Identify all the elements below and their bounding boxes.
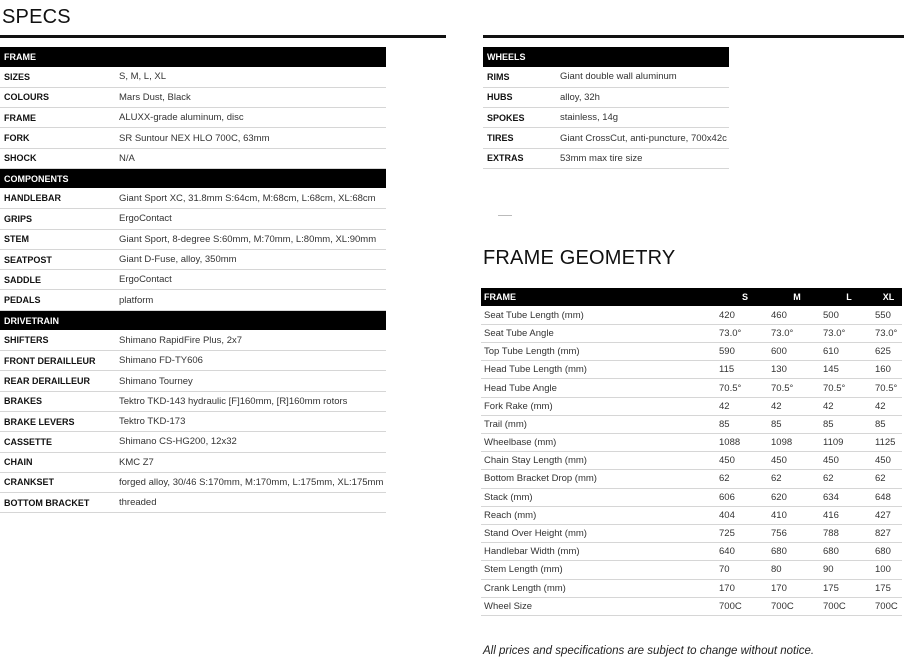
geometry-value: 606 xyxy=(719,488,771,506)
spec-key: TIRES xyxy=(483,128,556,148)
components-section-header-label: COMPONENTS xyxy=(0,168,386,188)
geometry-value: 410 xyxy=(771,506,823,524)
spec-row xyxy=(0,67,386,87)
specs-title: SPECS xyxy=(2,6,71,28)
spec-row xyxy=(0,290,386,310)
spec-value: stainless, 14g xyxy=(556,108,729,128)
geometry-value: 1098 xyxy=(771,434,823,452)
spec-value: S, M, L, XL xyxy=(115,67,386,87)
geometry-value: 550 xyxy=(875,306,902,324)
geometry-size-column-header: S xyxy=(719,288,771,306)
geometry-value: 756 xyxy=(771,524,823,542)
geometry-measurement-label: Top Tube Length (mm) xyxy=(481,343,719,361)
spec-value: ALUXX-grade aluminum, disc xyxy=(115,108,386,128)
geometry-measurement-label: Head Tube Angle xyxy=(481,379,719,397)
geometry-measurement-label: Head Tube Length (mm) xyxy=(481,361,719,379)
geometry-value: 42 xyxy=(823,397,875,415)
spec-row xyxy=(0,472,386,492)
spec-key: FORK xyxy=(0,128,115,148)
geometry-value: 73.0° xyxy=(719,324,771,342)
geometry-measurement-label: Stand Over Height (mm) xyxy=(481,524,719,542)
geometry-value: 725 xyxy=(719,524,771,542)
geometry-value: 73.0° xyxy=(771,324,823,342)
drivetrain-section-header xyxy=(0,310,386,330)
geometry-measurement-label: Chain Stay Length (mm) xyxy=(481,452,719,470)
geometry-size-column-header: L xyxy=(823,288,875,306)
geometry-row xyxy=(481,488,902,506)
geometry-value: 90 xyxy=(823,561,875,579)
geometry-measurement-label: Handlebar Width (mm) xyxy=(481,543,719,561)
spec-key: SEATPOST xyxy=(0,249,115,269)
spec-row xyxy=(0,188,386,208)
geometry-value: 1088 xyxy=(719,434,771,452)
geometry-value: 625 xyxy=(875,343,902,361)
geometry-value: 73.0° xyxy=(875,324,902,342)
spec-value: Shimano RapidFire Plus, 2x7 xyxy=(115,330,386,350)
spec-row xyxy=(0,128,386,148)
wheels-table xyxy=(483,47,729,169)
spec-row xyxy=(483,108,729,128)
geometry-value: 788 xyxy=(823,524,875,542)
geometry-measurement-label: Seat Tube Length (mm) xyxy=(481,306,719,324)
geometry-value: 590 xyxy=(719,343,771,361)
spec-row xyxy=(0,229,386,249)
geometry-row xyxy=(481,524,902,542)
geometry-value: 62 xyxy=(875,470,902,488)
geometry-row xyxy=(481,597,902,615)
spec-row xyxy=(0,148,386,168)
drivetrain-section-header-label: DRIVETRAIN xyxy=(0,310,386,330)
geometry-value: 85 xyxy=(875,415,902,433)
geometry-value: 680 xyxy=(771,543,823,561)
geometry-measurement-label: Bottom Bracket Drop (mm) xyxy=(481,470,719,488)
geometry-value: 70 xyxy=(719,561,771,579)
spec-row xyxy=(0,270,386,290)
geometry-row xyxy=(481,379,902,397)
spec-key: HUBS xyxy=(483,87,556,107)
spec-row xyxy=(483,67,729,87)
spec-value: Tektro TKD-143 hydraulic [F]160mm, [R]160mm rotors xyxy=(115,391,386,411)
spec-value: Mars Dust, Black xyxy=(115,87,386,107)
geometry-value: 640 xyxy=(719,543,771,561)
spec-value: alloy, 32h xyxy=(556,87,729,107)
geometry-value: 85 xyxy=(771,415,823,433)
spec-key: SHOCK xyxy=(0,148,115,168)
geometry-value: 648 xyxy=(875,488,902,506)
geometry-measurement-label: Trail (mm) xyxy=(481,415,719,433)
geometry-row xyxy=(481,397,902,415)
spec-key: STEM xyxy=(0,229,115,249)
geometry-value: 42 xyxy=(719,397,771,415)
geometry-value: 700C xyxy=(875,597,902,615)
geometry-measurement-label: Seat Tube Angle xyxy=(481,324,719,342)
geometry-value: 73.0° xyxy=(823,324,875,342)
spec-value: Shimano CS-HG200, 12x32 xyxy=(115,432,386,452)
spec-value: KMC Z7 xyxy=(115,452,386,472)
spec-value: Giant double wall aluminum xyxy=(556,67,729,87)
spec-key: COLOURS xyxy=(0,87,115,107)
geometry-measurement-label: Crank Length (mm) xyxy=(481,579,719,597)
components-section-header xyxy=(0,168,386,188)
geometry-table xyxy=(481,288,902,616)
spec-row xyxy=(0,209,386,229)
geometry-value: 80 xyxy=(771,561,823,579)
wheels-section-header xyxy=(483,47,729,67)
geometry-value: 700C xyxy=(771,597,823,615)
geometry-value: 680 xyxy=(823,543,875,561)
disclaimer-note: All prices and specifications are subject to change without notice. xyxy=(483,645,815,657)
geometry-value: 427 xyxy=(875,506,902,524)
geometry-value: 634 xyxy=(823,488,875,506)
geometry-value: 680 xyxy=(875,543,902,561)
geometry-measurement-label: Fork Rake (mm) xyxy=(481,397,719,415)
geometry-value: 70.5° xyxy=(875,379,902,397)
geometry-value: 1109 xyxy=(823,434,875,452)
geometry-value: 175 xyxy=(875,579,902,597)
geometry-value: 450 xyxy=(719,452,771,470)
geometry-value: 70.5° xyxy=(823,379,875,397)
geometry-value: 620 xyxy=(771,488,823,506)
geometry-row xyxy=(481,452,902,470)
geometry-measurement-label: Reach (mm) xyxy=(481,506,719,524)
geometry-value: 70.5° xyxy=(719,379,771,397)
geometry-value: 610 xyxy=(823,343,875,361)
spec-value: forged alloy, 30/46 S:170mm, M:170mm, L:175mm, XL:175mm xyxy=(115,472,386,492)
geometry-title: FRAME GEOMETRY xyxy=(483,247,676,269)
geometry-row xyxy=(481,324,902,342)
specs-title-rule xyxy=(0,35,446,38)
spec-value: SR Suntour NEX HLO 700C, 63mm xyxy=(115,128,386,148)
geometry-value: 62 xyxy=(823,470,875,488)
geometry-row xyxy=(481,415,902,433)
wheels-title-rule xyxy=(483,35,904,38)
frame-section-header xyxy=(0,47,386,67)
spec-key: PEDALS xyxy=(0,290,115,310)
geometry-value: 62 xyxy=(771,470,823,488)
geometry-value: 404 xyxy=(719,506,771,524)
geometry-value: 70.5° xyxy=(771,379,823,397)
geometry-value: 420 xyxy=(719,306,771,324)
spec-row xyxy=(0,371,386,391)
geometry-value: 42 xyxy=(875,397,902,415)
spec-value: ErgoContact xyxy=(115,209,386,229)
spec-key: CRANKSET xyxy=(0,472,115,492)
geometry-measurement-label: Stack (mm) xyxy=(481,488,719,506)
spec-row xyxy=(0,411,386,431)
spec-value: ErgoContact xyxy=(115,270,386,290)
spec-row xyxy=(0,391,386,411)
geometry-row xyxy=(481,543,902,561)
geometry-value: 42 xyxy=(771,397,823,415)
spec-key: CASSETTE xyxy=(0,432,115,452)
geometry-row xyxy=(481,470,902,488)
geometry-value: 600 xyxy=(771,343,823,361)
spec-value: 53mm max tire size xyxy=(556,148,729,168)
geometry-row xyxy=(481,434,902,452)
spec-key: BRAKE LEVERS xyxy=(0,411,115,431)
spec-key: SPOKES xyxy=(483,108,556,128)
spec-key: SIZES xyxy=(0,67,115,87)
geometry-value: 145 xyxy=(823,361,875,379)
spec-value: platform xyxy=(115,290,386,310)
decorative-dash xyxy=(498,215,512,216)
spec-row xyxy=(0,330,386,350)
spec-key: SADDLE xyxy=(0,270,115,290)
geometry-value: 450 xyxy=(771,452,823,470)
spec-row xyxy=(483,148,729,168)
spec-value: Giant Sport XC, 31.8mm S:64cm, M:68cm, L:68cm, XL:68cm xyxy=(115,188,386,208)
spec-key: SHIFTERS xyxy=(0,330,115,350)
geometry-value: 130 xyxy=(771,361,823,379)
spec-row xyxy=(0,87,386,107)
wheels-section-header-label: WHEELS xyxy=(483,47,729,67)
spec-row xyxy=(0,249,386,269)
spec-key: BOTTOM BRACKET xyxy=(0,493,115,513)
geometry-value: 100 xyxy=(875,561,902,579)
spec-row xyxy=(0,351,386,371)
spec-row xyxy=(0,452,386,472)
geometry-value: 175 xyxy=(823,579,875,597)
geometry-value: 115 xyxy=(719,361,771,379)
geometry-header-row xyxy=(481,288,902,306)
geometry-value: 700C xyxy=(823,597,875,615)
geometry-value: 170 xyxy=(719,579,771,597)
geometry-value: 450 xyxy=(823,452,875,470)
spec-key: HANDLEBAR xyxy=(0,188,115,208)
geometry-size-column-header: M xyxy=(771,288,823,306)
spec-key: CHAIN xyxy=(0,452,115,472)
spec-value: Shimano Tourney xyxy=(115,371,386,391)
spec-key: EXTRAS xyxy=(483,148,556,168)
spec-key: FRONT DERAILLEUR xyxy=(0,351,115,371)
geometry-measurement-label: Stem Length (mm) xyxy=(481,561,719,579)
spec-value: threaded xyxy=(115,493,386,513)
spec-value: Giant D-Fuse, alloy, 350mm xyxy=(115,249,386,269)
frame-section-header-label: FRAME xyxy=(0,47,386,67)
geometry-value: 700C xyxy=(719,597,771,615)
geometry-value: 827 xyxy=(875,524,902,542)
spec-row xyxy=(0,432,386,452)
spec-row xyxy=(0,493,386,513)
spec-key: GRIPS xyxy=(0,209,115,229)
geometry-value: 450 xyxy=(875,452,902,470)
specs-table xyxy=(0,47,386,513)
geometry-value: 85 xyxy=(719,415,771,433)
spec-row xyxy=(0,108,386,128)
geometry-row xyxy=(481,579,902,597)
spec-value: Tektro TKD-173 xyxy=(115,411,386,431)
spec-key: FRAME xyxy=(0,108,115,128)
spec-row xyxy=(483,87,729,107)
geometry-measurement-label: Wheel Size xyxy=(481,597,719,615)
geometry-row xyxy=(481,306,902,324)
geometry-value: 416 xyxy=(823,506,875,524)
geometry-value: 170 xyxy=(771,579,823,597)
spec-value: N/A xyxy=(115,148,386,168)
geometry-size-column-header: XL xyxy=(875,288,902,306)
geometry-value: 62 xyxy=(719,470,771,488)
geometry-value: 500 xyxy=(823,306,875,324)
geometry-value: 85 xyxy=(823,415,875,433)
spec-value: Shimano FD-TY606 xyxy=(115,351,386,371)
spec-key: RIMS xyxy=(483,67,556,87)
geometry-measurement-label: Wheelbase (mm) xyxy=(481,434,719,452)
geometry-row xyxy=(481,361,902,379)
spec-key: REAR DERAILLEUR xyxy=(0,371,115,391)
geometry-value: 1125 xyxy=(875,434,902,452)
geometry-row xyxy=(481,343,902,361)
spec-value: Giant Sport, 8-degree S:60mm, M:70mm, L:80mm, XL:90mm xyxy=(115,229,386,249)
spec-row xyxy=(483,128,729,148)
geometry-frame-column-header: FRAME xyxy=(481,288,719,306)
geometry-row xyxy=(481,506,902,524)
spec-key: BRAKES xyxy=(0,391,115,411)
geometry-value: 460 xyxy=(771,306,823,324)
geometry-row xyxy=(481,561,902,579)
geometry-value: 160 xyxy=(875,361,902,379)
spec-value: Giant CrossCut, anti-puncture, 700x42c xyxy=(556,128,729,148)
